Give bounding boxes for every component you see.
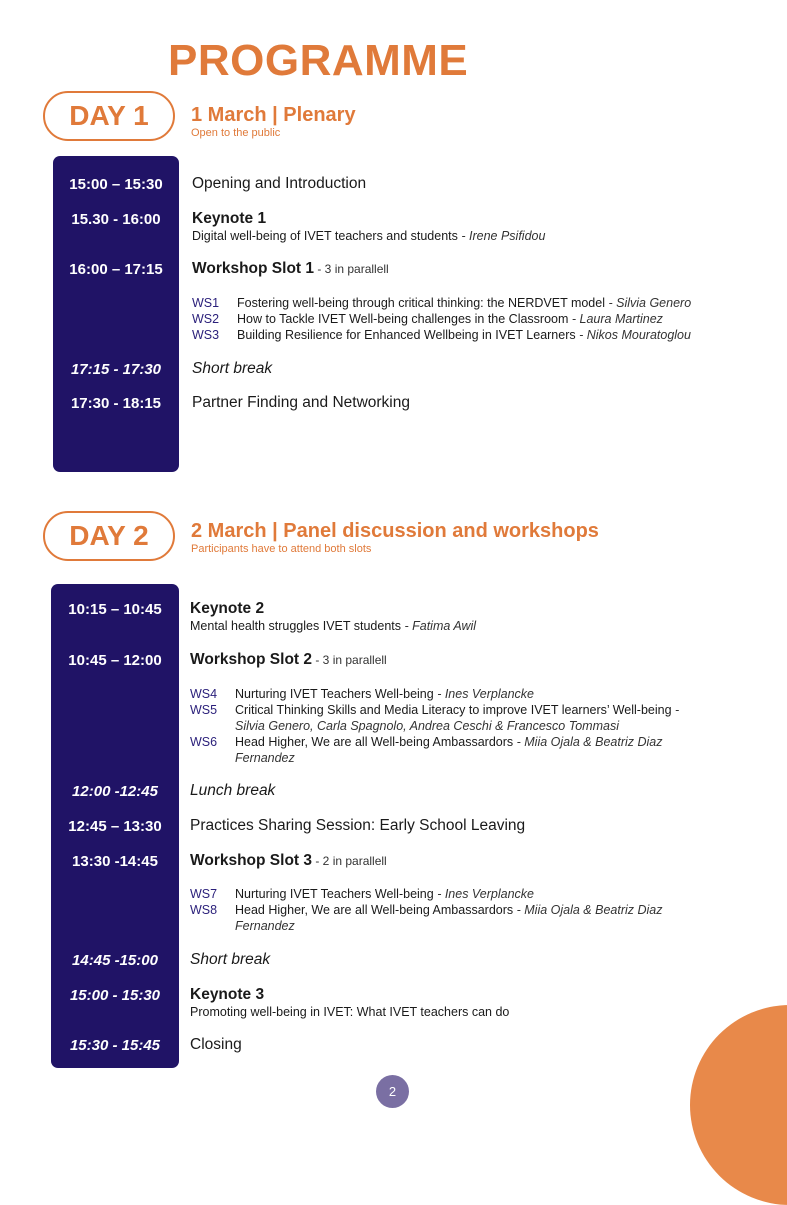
time-label: 15:00 – 15:30 [69, 176, 163, 193]
time-label: 10:15 – 10:45 [68, 601, 162, 618]
day1-heading: 1 March | Plenary [191, 104, 356, 126]
day2-heading: 2 March | Panel discussion and workshops [191, 520, 599, 542]
time-label: 10:45 – 12:00 [68, 652, 162, 669]
time-label: 17:15 - 17:30 [70, 361, 162, 378]
event-title: Short break [190, 951, 271, 968]
day2-header [191, 520, 599, 555]
day2-badge: DAY 2 [43, 511, 175, 561]
day1-subheading: Open to the public [191, 127, 281, 139]
time-label: 13:30 -14:45 [72, 853, 158, 870]
time-label: 15:30 - 15:45 [69, 1037, 161, 1054]
time-label: 17:30 - 18:15 [70, 395, 162, 412]
day1-header [191, 104, 356, 139]
event-title: Workshop Slot 1 - 3 in parallell [192, 260, 389, 277]
day2-subheading: Participants have to attend both slots [191, 543, 372, 555]
time-label: 16:00 – 17:15 [69, 261, 163, 278]
event-title: Opening and Introduction [192, 175, 367, 192]
event-description: Mental health struggles IVET students - Fatima Awil [190, 619, 477, 633]
page-number: 2 [376, 1075, 409, 1108]
time-label: 12:00 -12:45 [72, 783, 158, 800]
day1-time-column [53, 156, 179, 472]
event-title: Closing [190, 1036, 242, 1053]
decorative-circle [690, 1005, 787, 1205]
page-title: PROGRAMME [168, 36, 469, 85]
event-title: Keynote 2 [190, 600, 265, 617]
event-title: Keynote 3 [190, 986, 265, 1003]
time-label: 14:45 -15:00 [72, 952, 158, 969]
event-title: Practices Sharing Session: Early School Leaving [190, 817, 526, 834]
event-title: Workshop Slot 2 - 3 in parallell [190, 651, 387, 668]
day1-badge: DAY 1 [43, 91, 175, 141]
event-description: Promoting well-being in IVET: What IVET teachers can do [190, 1005, 510, 1019]
event-title: Partner Finding and Networking [192, 394, 410, 411]
time-label: 15:00 - 15:30 [69, 987, 161, 1004]
time-label: 12:45 – 13:30 [68, 818, 162, 835]
event-title: Lunch break [190, 782, 276, 799]
event-title: Keynote 1 [192, 210, 267, 227]
event-title: Workshop Slot 3 - 2 in parallell [190, 852, 387, 869]
time-label: 15.30 - 16:00 [71, 211, 161, 228]
event-title: Short break [192, 360, 273, 377]
event-description: Digital well-being of IVET teachers and students - Irene Psifidou [192, 229, 546, 243]
